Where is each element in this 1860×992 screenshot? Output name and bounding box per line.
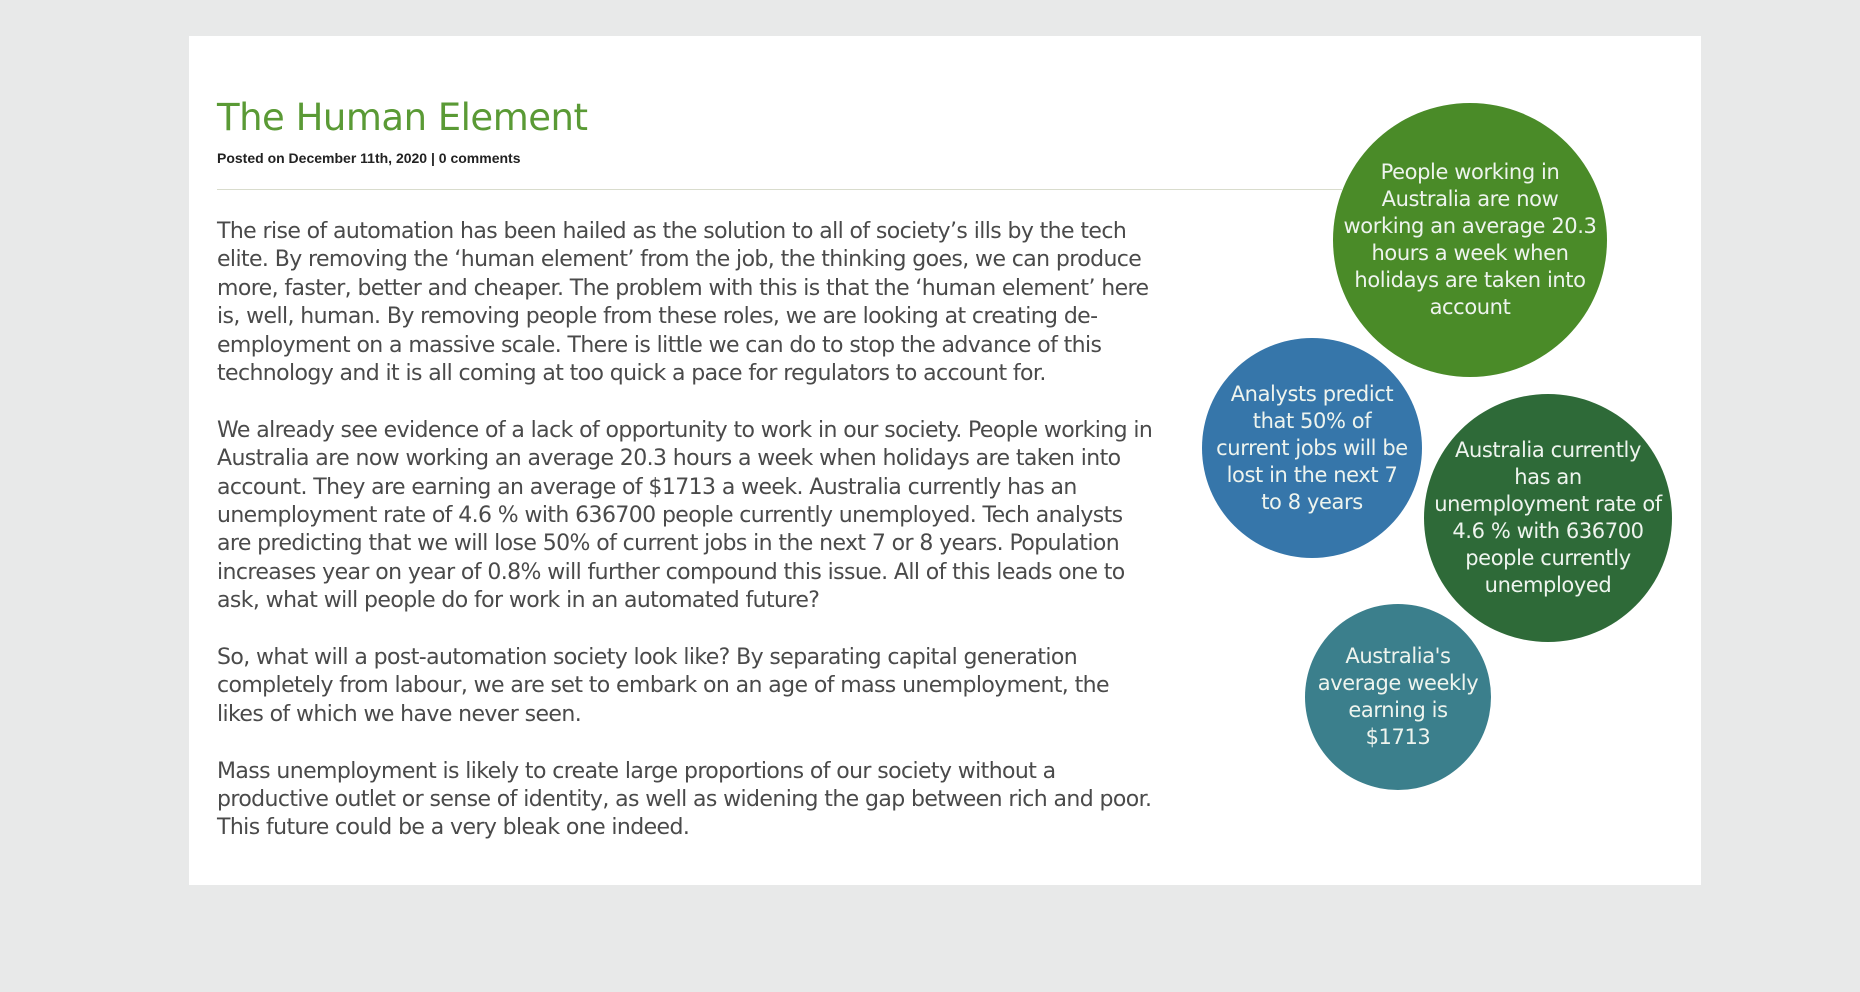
post-meta: Posted on December 11th, 2020 | 0 comments [217, 150, 521, 166]
title-divider [217, 189, 1342, 190]
stat-bubble-hours-text: People working in Australia are now working an average 20.3 hours a week when holidays are taken into account [1343, 160, 1597, 319]
paragraph-4: Mass unemployment is likely to create large proportions of our society without a productive outlet or sense of identity, as well as widening the gap between rich and poor. This future could be a very bleak one indeed. [217, 758, 1152, 841]
stat-bubble-unemployment [1424, 394, 1672, 642]
paragraph-2: We already see evidence of a lack of opportunity to work in our society. People working in Australia are now working an average 20.3 hours a week when holidays are taken into account. They are earning an average of $1713 a week. Australia currently has an unemployment rate of 4.6 % with 636700 people currently unemployed. Tech analysts are predicting that we will lose 50% of current jobs in the next 7 or 8 years. Population increases year on year of 0.8% will further compound this issue. All of this leads one to ask, what will people do for work in an automated future? [217, 417, 1153, 614]
stat-bubble-jobs-lost [1202, 338, 1422, 558]
post-content [217, 218, 1157, 871]
stat-bubble-hours [1333, 103, 1607, 377]
stat-bubble-unemployment-text: Australia currently has an unemployment rate of 4.6 % with 636700 people currently unemployed [1434, 438, 1662, 597]
paragraph-1: The rise of automation has been hailed as the solution to all of society’s ills by the tech elite. By removing the ‘human element’ from the job, the thinking goes, we can produce more, faster, better and cheaper. The problem with this is that the ‘human element’ here is, well, human. By removing people from these roles, we are looking at creating de-employment on a massive scale. There is little we can do to stop the advance of this technology and it is all coming at too quick a pace for regulators to account for. [217, 219, 1149, 387]
article-card [189, 36, 1701, 885]
stat-bubble-earnings-text: Australia's average weekly earning is $1713 [1317, 644, 1479, 749]
stat-bubble-jobs-lost-text: Analysts predict that 50% of current jobs will be lost in the next 7 to 8 years [1216, 381, 1408, 514]
paragraph-3: So, what will a post-automation society look like? By separating capital generation completely from labour, we are set to embark on an age of mass unemployment, the likes of which we have never seen. [217, 645, 1109, 727]
post-title: The Human Element [217, 96, 588, 139]
stat-bubble-earnings [1305, 604, 1491, 790]
